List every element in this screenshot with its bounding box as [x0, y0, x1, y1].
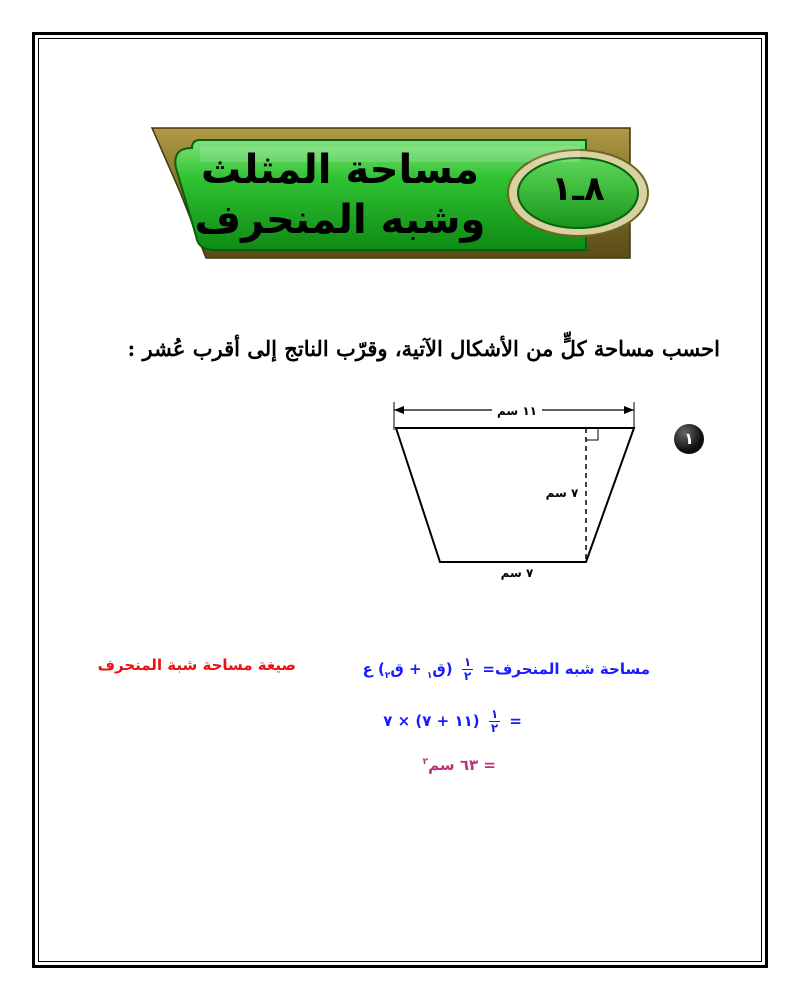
fraction-numerator: ١	[463, 655, 472, 669]
formula-note: صيغة مساحة شبة المنحرف	[97, 656, 296, 674]
instruction-text: احسب مساحة كلٍّ من الأشكال الآتية، وقرّب الناتج إلى أقرب عُشر :	[127, 336, 720, 361]
bottom-base-label: ٧ سم	[500, 566, 534, 580]
formula-part-a: (ق	[432, 660, 453, 678]
fraction-numerator-2: ١	[490, 707, 499, 721]
formula-part-c: ) ع	[362, 660, 385, 678]
lesson-title-line2: وشبه المنحرف	[194, 197, 486, 243]
trapezoid-figure	[380, 398, 650, 588]
subscript-2: ٢	[384, 671, 391, 681]
height-label: ٧ سم	[545, 486, 579, 500]
formula-part-b: + ق	[390, 660, 427, 678]
fraction-half	[462, 656, 473, 683]
fraction-denominator-2: ٢	[490, 721, 499, 735]
solution-line-1	[363, 656, 650, 683]
lesson-title-line1: مساحة المثلث	[200, 147, 480, 193]
fraction-denominator: ٢	[463, 669, 472, 683]
equals-sign: =	[509, 712, 522, 730]
area-formula-label: مساحة شبه المنحرف=	[482, 660, 650, 678]
result-expression: = ٦٣ سم	[428, 756, 496, 774]
subscript-1: ١	[426, 671, 433, 681]
solution-line-2	[383, 708, 522, 735]
fraction-half-2	[489, 708, 500, 735]
problem-number-badge: ١	[674, 424, 704, 454]
lesson-number: ٨ـ١	[551, 169, 605, 209]
result-exponent: ٢	[422, 757, 429, 767]
top-base-label: ١١ سم	[496, 404, 538, 418]
substitution-expression: (١١ + ٧) × ٧	[383, 712, 480, 730]
solution-result	[423, 756, 496, 774]
